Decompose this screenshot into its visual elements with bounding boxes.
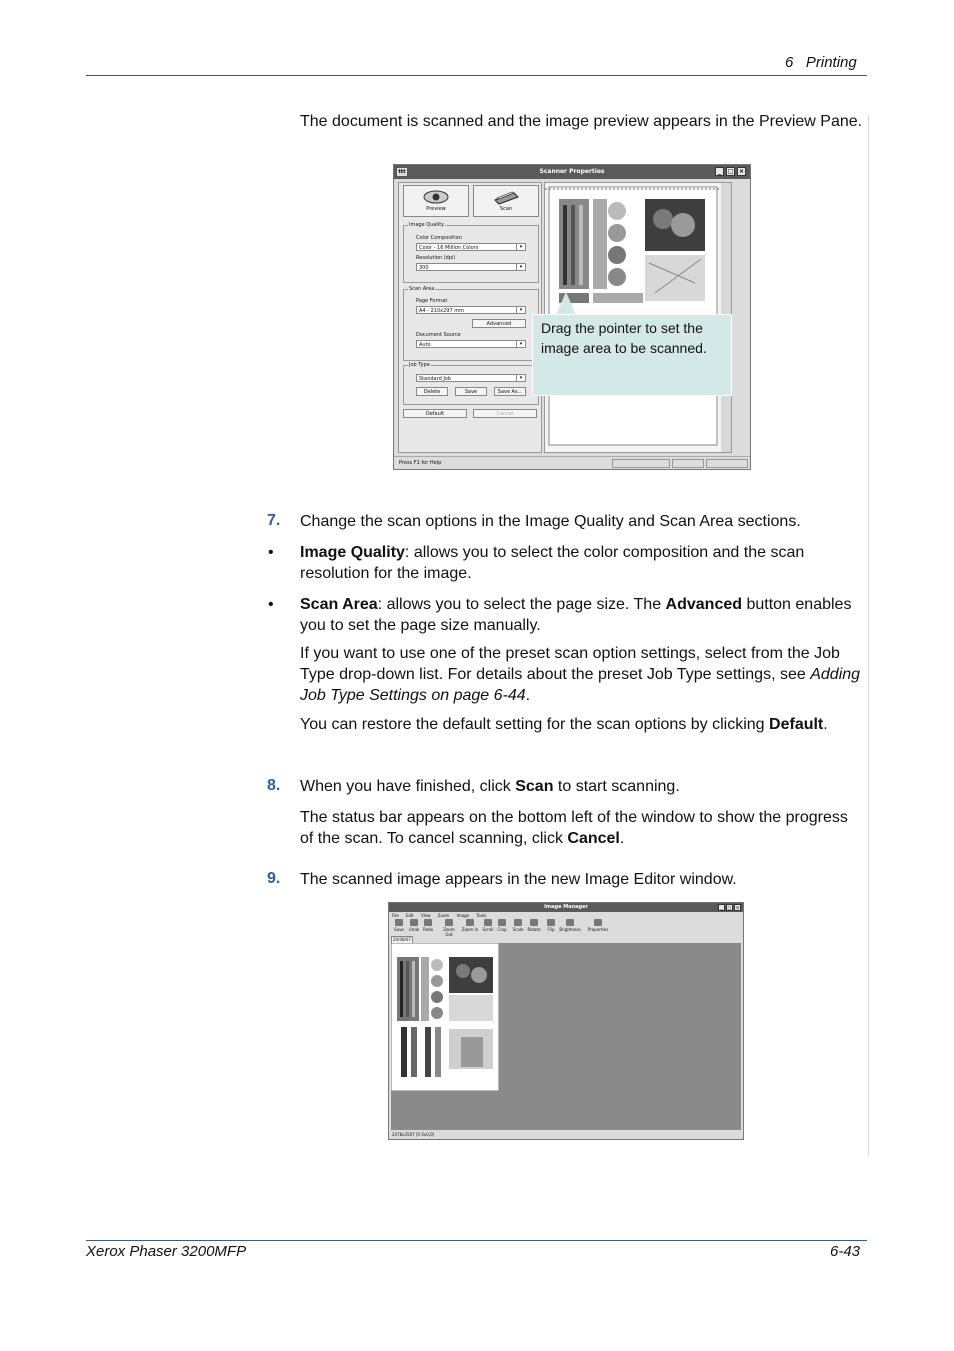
chevron-down-icon: ▾: [516, 244, 525, 250]
tool-zoom-out[interactable]: [439, 919, 459, 937]
tool-crop[interactable]: [495, 919, 509, 932]
settings-panel: [398, 182, 542, 453]
chevron-down-icon: ▾: [516, 341, 525, 347]
flip-icon: [547, 919, 555, 926]
footer-product: Xerox Phaser 3200MFP: [86, 1243, 247, 1260]
image-status-bar: [389, 1131, 743, 1139]
zoom-out-icon: [445, 919, 453, 926]
save-icon: [395, 919, 403, 926]
punctuation: .: [619, 830, 625, 847]
image-quality-group: [403, 222, 539, 283]
tool-label: Crop: [497, 927, 507, 932]
tool-label: Properties: [587, 927, 609, 932]
preview-button[interactable]: [403, 185, 469, 217]
color-composition-label: Color Composition: [416, 235, 462, 241]
image-quality-group-title: Image Quality: [409, 222, 445, 228]
tool-label: Redo: [422, 927, 434, 932]
menu-zoom[interactable]: Zoom: [437, 913, 450, 918]
image-manager-title-bar: [389, 903, 743, 912]
image-manager-window: [388, 902, 744, 1140]
close-icon[interactable]: ×: [738, 168, 745, 175]
scan-area-group: [403, 286, 539, 361]
color-composition-value: Color - 16 Million Colors: [419, 245, 479, 251]
image-manager-title: Image Manager: [544, 904, 588, 910]
bullet-2-text: [300, 594, 865, 636]
footer-page-number: 6-43: [830, 1243, 861, 1260]
tool-label: Brightness: [559, 927, 581, 932]
status-paragraph-cancel: Cancel: [567, 830, 620, 847]
minimize-icon[interactable]: _: [718, 904, 725, 911]
step-8-text: [300, 776, 865, 797]
tool-label: Save: [394, 927, 404, 932]
bullet-2: •: [268, 596, 274, 613]
status-segment: [612, 459, 670, 468]
undo-icon: [410, 919, 418, 926]
bullet-2-body-1: : allows you to select the page size. The: [377, 596, 666, 613]
step-8-number: 8.: [267, 777, 281, 794]
job-type-group: [403, 362, 539, 405]
save-as-button[interactable]: Save As...: [494, 387, 526, 396]
maximize-icon[interactable]: □: [727, 905, 732, 910]
job-type-text: If you want to use one of the preset scan option settings, select from the Job Type drop-down list. For details about the preset Job Type settings, see: [300, 645, 840, 683]
status-text: Press F1 for Help: [399, 460, 442, 466]
menu-file[interactable]: File: [392, 913, 399, 918]
scanner-title-bar: [394, 165, 750, 179]
cross-reference-link[interactable]: Adding Job Type Settings on page 6-44: [300, 666, 861, 704]
tool-undo[interactable]: [407, 919, 421, 932]
tool-rotate[interactable]: [527, 919, 541, 932]
menu-edit[interactable]: Edit: [405, 913, 414, 918]
tool-flip[interactable]: [544, 919, 558, 932]
scale-icon: [514, 919, 522, 926]
tool-properties[interactable]: [587, 919, 609, 932]
zoom-in-icon: [466, 919, 474, 926]
step-8-body-1: When you have finished, click: [300, 778, 516, 795]
resolution-value: 300: [419, 265, 429, 271]
intro-paragraph: The document is scanned and the image preview appears in the Preview Pane.: [300, 113, 863, 130]
page-format-value: A4 - 210x297 mm: [419, 308, 464, 314]
callout-pointer: [556, 292, 576, 315]
scroll-icon: [484, 919, 492, 926]
close-icon[interactable]: ×: [735, 905, 740, 910]
bullet-1: •: [268, 544, 274, 561]
tool-scale[interactable]: [511, 919, 525, 932]
scan-button[interactable]: [473, 185, 539, 217]
scanner-icon: [492, 188, 520, 206]
maximize-icon[interactable]: □: [727, 168, 734, 175]
chapter-title: Printing: [805, 54, 857, 71]
page-format-label: Page Format: [416, 298, 448, 304]
color-composition-select[interactable]: [416, 243, 526, 251]
tool-brightness[interactable]: [559, 919, 581, 932]
tool-label: Zoom Out: [443, 927, 455, 937]
step-7-text: Change the scan options in the Image Quality and Scan Area sections.: [300, 513, 801, 530]
minimize-icon[interactable]: _: [715, 167, 724, 176]
job-type-select[interactable]: [416, 374, 526, 382]
tool-label: Undo: [408, 927, 420, 932]
advanced-button[interactable]: Advanced: [472, 319, 526, 328]
crop-icon: [498, 919, 506, 926]
step-8-scan: Scan: [515, 778, 554, 795]
punctuation: .: [823, 716, 828, 733]
preview-icon: [422, 188, 450, 206]
running-header: [785, 54, 857, 71]
scan-area-group-title: Scan Area: [409, 286, 435, 292]
bullet-1-text: [300, 542, 865, 584]
tool-save[interactable]: [392, 919, 406, 932]
window-menu-icon[interactable]: ttt: [398, 169, 406, 175]
resolution-select[interactable]: [416, 263, 526, 271]
job-type-value: Standard Job: [419, 376, 452, 382]
status-bar: [394, 456, 750, 469]
tool-label: Flip: [547, 927, 555, 932]
tool-label: Scale: [512, 927, 524, 932]
rotate-icon: [530, 919, 538, 926]
bullet-2-label: Scan Area: [300, 596, 378, 613]
tool-label: Zoom In: [461, 927, 479, 932]
bullet-2-advanced: Advanced: [665, 596, 743, 613]
footer-rule: [86, 1240, 867, 1241]
menu-image[interactable]: Image: [456, 913, 470, 918]
status-segment: [706, 459, 748, 468]
document-source-select[interactable]: [416, 340, 526, 348]
step-9-text: The scanned image appears in the new Image Editor window.: [300, 871, 737, 888]
tool-scroll[interactable]: [481, 919, 495, 932]
bullet-2-body-2: button enables you to set the page size manually.: [300, 596, 852, 634]
scanner-title: Scanner Properties: [539, 168, 605, 175]
scanned-image-thumbnail: [391, 943, 499, 1091]
scan-button-label: Scan: [499, 206, 513, 212]
preview-button-label: Preview: [426, 206, 446, 212]
menu-view[interactable]: View: [421, 913, 431, 918]
default-paragraph: [300, 714, 865, 735]
status-segment: [672, 459, 704, 468]
status-paragraph-text: The status bar appears on the bottom left of the window to show the progress of the scan. To cancel scanning, click: [300, 809, 848, 847]
job-type-paragraph: [300, 643, 865, 706]
menu-bar: [392, 913, 486, 918]
cancel-button[interactable]: Cancel: [473, 409, 537, 418]
margin-line: [868, 115, 869, 1155]
header-rule: [86, 75, 867, 76]
step-8-body-2: to start scanning.: [553, 778, 680, 795]
page-format-select[interactable]: [416, 306, 526, 314]
step-9-number: 9.: [267, 870, 281, 887]
bullet-1-label: Image Quality: [300, 544, 405, 561]
default-bold: Default: [769, 716, 824, 733]
tool-redo[interactable]: [421, 919, 435, 932]
image-canvas[interactable]: [391, 943, 741, 1130]
save-button[interactable]: Save: [455, 387, 487, 396]
chevron-down-icon: ▾: [516, 307, 525, 313]
chapter-number: 6: [785, 54, 794, 71]
menu-tools[interactable]: Tools: [476, 913, 487, 918]
redo-icon: [424, 919, 432, 926]
default-text: You can restore the default setting for the scan options by clicking: [300, 716, 770, 733]
job-type-group-title: Job Type: [409, 362, 430, 368]
chevron-down-icon: ▾: [516, 375, 525, 381]
image-tab[interactable]: 20/08/07: [391, 936, 413, 944]
document-source-value: Auto: [419, 342, 431, 348]
status-paragraph: [300, 807, 865, 849]
tool-label: Scroll: [482, 927, 494, 932]
callout-box: Drag the pointer to set the image area to be scanned.: [532, 314, 732, 396]
resolution-label: Resolution (dpi): [416, 255, 456, 261]
properties-icon: [594, 919, 602, 926]
chevron-down-icon: ▾: [516, 264, 525, 270]
bullet-1-body: : allows you to select the color composition and the scan resolution for the image.: [300, 544, 805, 582]
default-button[interactable]: Default: [403, 409, 467, 418]
brightness-icon: [566, 919, 574, 926]
step-7-number: 7.: [267, 512, 281, 529]
punctuation: .: [525, 687, 531, 704]
image-status-text: 2478x3507 [0 0x0,0]: [392, 1132, 435, 1137]
document-source-label: Document Source: [416, 332, 461, 338]
tool-zoom-in[interactable]: [461, 919, 479, 932]
delete-button[interactable]: Delete: [416, 387, 448, 396]
tool-label: Rotate: [527, 927, 541, 932]
